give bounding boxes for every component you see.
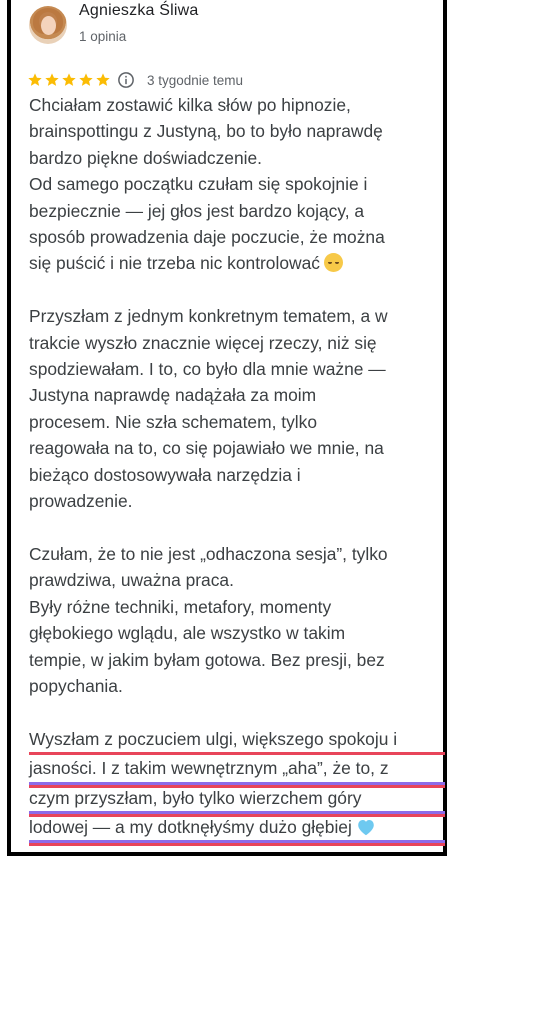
review-line: bardzo piękne doświadczenie. bbox=[29, 147, 262, 168]
rating-row bbox=[27, 70, 243, 90]
review-line: prawdziwa, uważna praca. bbox=[29, 570, 234, 591]
review-line-with-emoji bbox=[29, 250, 445, 276]
review-paragraph bbox=[29, 92, 445, 277]
review-line: Czułam, że to nie jest „odhaczona sesja”, tylko bbox=[29, 543, 388, 564]
review-line: tempie, w jakim byłam gotowa. Bez presji, bez bbox=[29, 649, 385, 670]
review-line: Przyszłam z jednym konkretnym tematem, a w bbox=[29, 306, 388, 327]
review-text bbox=[29, 92, 445, 843]
review-card bbox=[7, 0, 447, 856]
review-paragraph-highlighted bbox=[29, 726, 445, 844]
star-icon bbox=[78, 72, 94, 88]
relieved-face-emoji bbox=[324, 253, 343, 272]
review-line: bieżąco dostosowywała narzędzia i bbox=[29, 464, 301, 485]
review-line: Były różne techniki, metafory, momenty bbox=[29, 596, 332, 617]
review-line: Od samego początku czułam się spokojnie i bbox=[29, 174, 368, 195]
star-icon bbox=[27, 72, 43, 88]
review-line: trakcie wyszło znacznie więcej rzeczy, niż się bbox=[29, 332, 377, 353]
review-line: spodziewałam. I to, co było dla mnie ważne — bbox=[29, 359, 386, 380]
star-icon bbox=[61, 72, 77, 88]
light-blue-heart-emoji bbox=[356, 818, 376, 836]
review-line: popychania. bbox=[29, 675, 123, 696]
review-line: reagowała na to, co się pojawiało we mnie, na bbox=[29, 438, 384, 459]
review-line: Justyna naprawdę nadążała za moim bbox=[29, 385, 317, 406]
star-rating bbox=[27, 72, 111, 88]
highlighted-line-with-emoji bbox=[29, 814, 445, 843]
review-paragraph bbox=[29, 303, 445, 514]
review-line: brainspottingu z Justyną, bo to było naprawdę bbox=[29, 121, 383, 142]
review-line: sposób prowadzenia daje poczucie, że można bbox=[29, 227, 385, 248]
review-line-text: się puścić i nie trzeba nic kontrolować bbox=[29, 253, 320, 274]
highlighted-line: jasności. I z takim wewnętrznym „aha”, że to, z bbox=[29, 755, 445, 784]
avatar-face bbox=[41, 16, 56, 35]
review-line: głębokiego wglądu, ale wszystko w takim bbox=[29, 623, 346, 644]
highlighted-line: czym przyszłam, było tylko wierzchem góry bbox=[29, 785, 445, 814]
info-icon[interactable] bbox=[117, 71, 135, 89]
review-line: Chciałam zostawić kilka słów po hipnozie, bbox=[29, 95, 351, 115]
star-icon bbox=[95, 72, 111, 88]
review-date: 3 tygodnie temu bbox=[147, 72, 244, 88]
review-line: procesem. Nie szła schematem, tylko bbox=[29, 411, 318, 432]
review-line: bezpiecznie — jej głos jest bardzo kojący, a bbox=[29, 200, 365, 221]
review-paragraph bbox=[29, 541, 445, 699]
reviewer-review-count: 1 opinia bbox=[79, 29, 127, 44]
highlighted-line: Wyszłam z poczuciem ulgi, większego spokoju i bbox=[29, 726, 445, 755]
review-line: prowadzenie. bbox=[29, 491, 133, 512]
reviewer-avatar[interactable] bbox=[29, 6, 67, 44]
review-line-text: lodowej — a my dotknęłyśmy dużo głębiej bbox=[29, 816, 352, 837]
reviewer-name[interactable]: Agnieszka Śliwa bbox=[79, 2, 199, 19]
star-icon bbox=[44, 72, 60, 88]
